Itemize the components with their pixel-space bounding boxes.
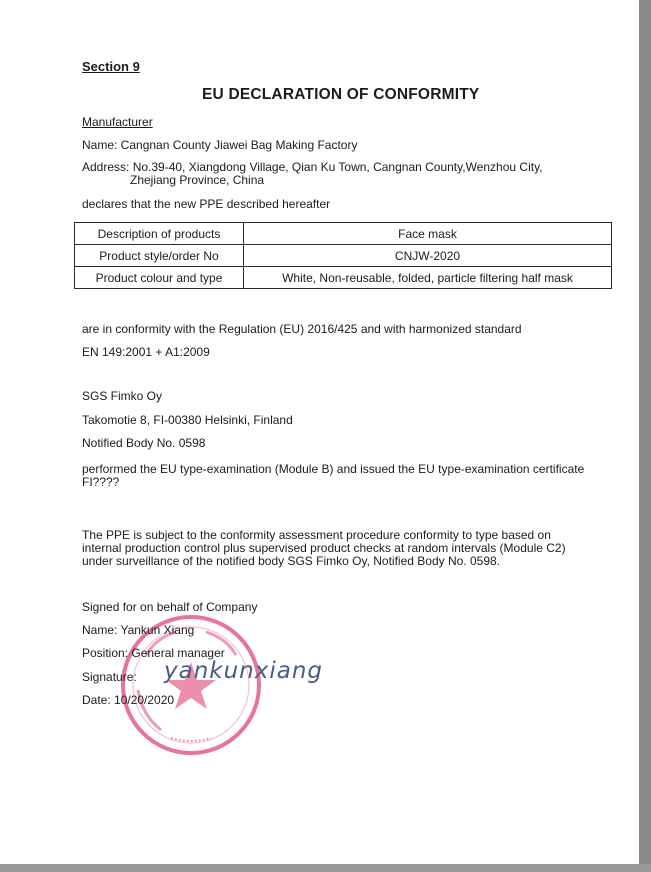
table-cell-value: Face mask xyxy=(244,223,612,245)
handwritten-signature: yankunxiang xyxy=(164,658,324,684)
signature-date: Date: 10/20/2020 xyxy=(82,693,175,707)
bottom-edge-bar xyxy=(0,864,651,872)
ppe-paragraph-line3: under surveillance of the notified body SGS Fimko Oy, Notified Body No. 0598. xyxy=(82,554,500,568)
signer-position: Position: General manager xyxy=(82,646,225,660)
table-cell-label: Description of products xyxy=(75,223,244,245)
table-row xyxy=(75,245,612,267)
manufacturer-address-line1: Address: No.39-40, Xiangdong Village, Qian Ku Town, Cangnan County,Wenzhou City, xyxy=(82,160,543,174)
table-cell-value: White, Non-reusable, folded, particle filtering half mask xyxy=(244,267,612,289)
ppe-paragraph-line2: internal production control plus supervised product checks at random intervals (Module C2) xyxy=(82,541,566,555)
notified-body-address: Takomotie 8, FI-00380 Helsinki, Finland xyxy=(82,413,293,427)
type-examination-line1: performed the EU type-examination (Module B) and issued the EU type-examination certificate xyxy=(82,462,585,476)
table-row xyxy=(75,223,612,245)
document-title: EU DECLARATION OF CONFORMITY xyxy=(202,86,480,103)
manufacturer-address-line2: Zhejiang Province, China xyxy=(130,173,265,187)
section-label: Section 9 xyxy=(82,59,140,74)
table-cell-label: Product colour and type xyxy=(75,267,244,289)
notified-body-name: SGS Fimko Oy xyxy=(82,389,163,403)
notified-body-number: Notified Body No. 0598 xyxy=(82,436,206,450)
signer-name: Name: Yankun Xiang xyxy=(82,623,195,637)
declares-text: declares that the new PPE described hereafter xyxy=(82,197,331,211)
signature-label: Signature: xyxy=(82,670,137,684)
table-cell-value: CNJW-2020 xyxy=(244,245,612,267)
manufacturer-heading: Manufacturer xyxy=(82,115,153,129)
type-examination-line2: FI???? xyxy=(82,475,120,489)
table-cell-label: Product style/order No xyxy=(75,245,244,267)
signed-for-line: Signed for on behalf of Company xyxy=(82,600,258,614)
manufacturer-name: Name: Cangnan County Jiawei Bag Making Factory xyxy=(82,138,358,152)
conformity-statement: are in conformity with the Regulation (EU) 2016/425 and with harmonized standard xyxy=(82,322,522,336)
harmonized-standard: EN 149:2001 + A1:2009 xyxy=(82,345,210,359)
ppe-paragraph-line1: The PPE is subject to the conformity assessment procedure conformity to type based on xyxy=(82,528,551,542)
table-row xyxy=(75,267,612,289)
product-table xyxy=(74,222,612,289)
vertical-scrollbar[interactable] xyxy=(639,0,651,872)
